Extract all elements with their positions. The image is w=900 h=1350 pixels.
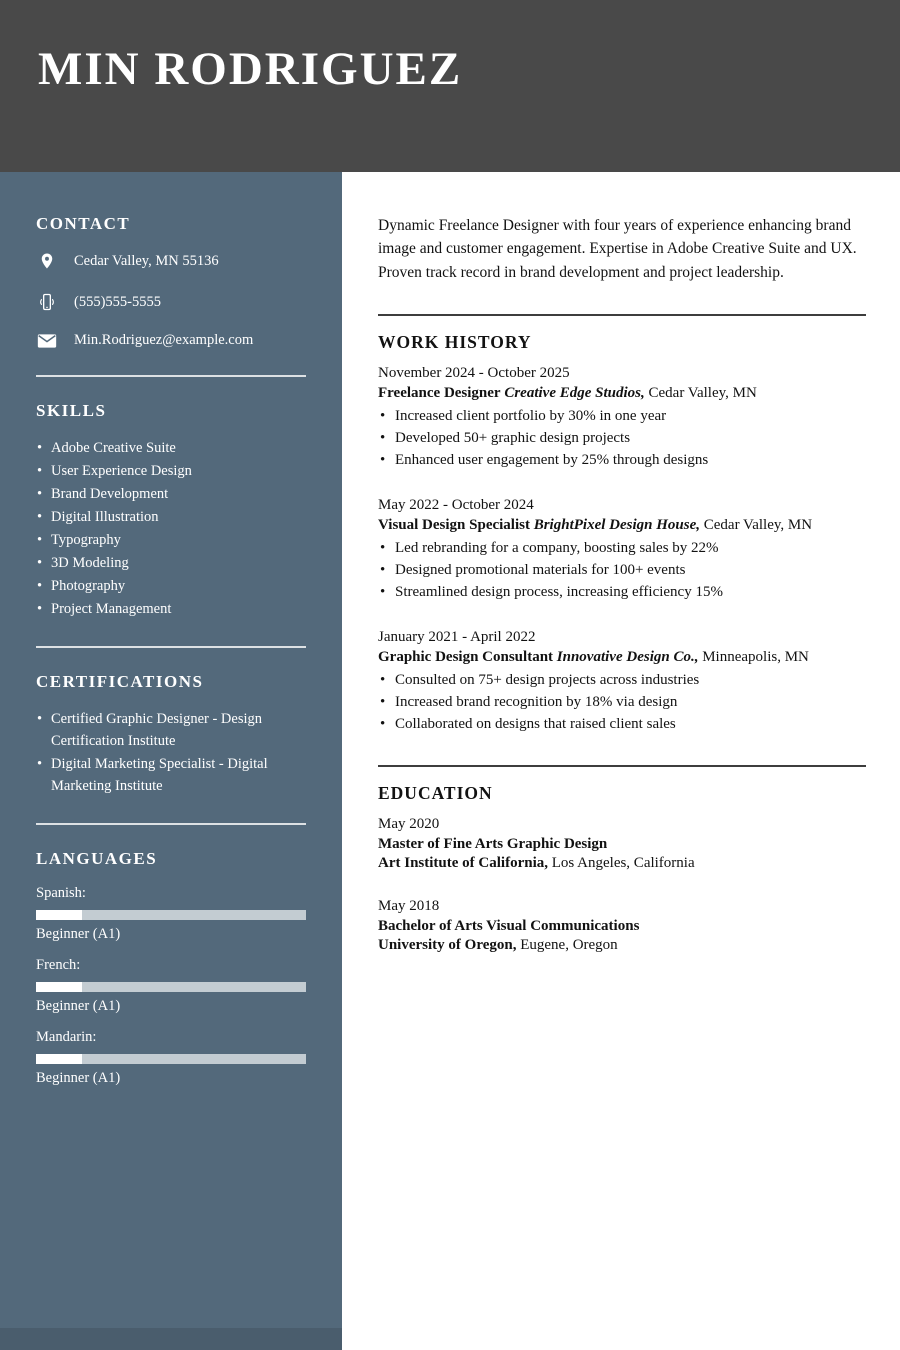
sidebar-divider	[36, 823, 306, 825]
language-item	[36, 885, 306, 943]
sidebar	[0, 172, 342, 1350]
job-bullet: • Consulted on 75+ design projects across industries	[378, 669, 866, 691]
contact-phone-text: (555)555-5555	[74, 293, 161, 310]
job-location: Minneapolis, MN	[702, 648, 809, 665]
job-title-line	[378, 517, 866, 534]
candidate-name: MIN RODRIGUEZ	[38, 43, 463, 95]
sidebar-divider	[36, 375, 306, 377]
skill-item: • Digital Illustration	[36, 506, 306, 528]
map-pin-icon	[36, 250, 58, 272]
language-label: Spanish:	[36, 885, 86, 901]
job-company: Innovative Design Co.,	[556, 648, 699, 665]
skill-item: • Brand Development	[36, 483, 306, 505]
sidebar-footer-band	[0, 1328, 342, 1350]
education-date: May 2020	[378, 815, 440, 832]
language-item	[36, 1029, 306, 1087]
job-company: Creative Edge Studios,	[504, 384, 645, 401]
language-progress-bar	[36, 1054, 306, 1064]
language-progress-bar	[36, 982, 306, 992]
skill-item: • Adobe Creative Suite	[36, 437, 306, 459]
job-bullet: • Enhanced user engagement by 25% through designs	[378, 449, 866, 471]
job-bullet: • Increased client portfolio by 30% in one year	[378, 405, 866, 427]
education-entry	[378, 816, 866, 872]
job-dates: May 2022 - October 2024	[378, 496, 534, 513]
main-column	[342, 172, 900, 1350]
job-bullets	[378, 669, 866, 735]
certification-item: • Digital Marketing Specialist - Digital Marketing Institute	[36, 753, 306, 797]
contact-location-text: Cedar Valley, MN 55136	[74, 252, 219, 269]
language-level: Beginner (A1)	[36, 998, 121, 1014]
language-progress-fill	[36, 1054, 82, 1064]
job-bullet: • Increased brand recognition by 18% via design	[378, 691, 866, 713]
job-entry	[378, 629, 866, 735]
work-history-heading: WORK HISTORY	[378, 331, 532, 352]
language-progress-fill	[36, 910, 82, 920]
contact-location-row	[36, 250, 306, 272]
job-location: Cedar Valley, MN	[703, 516, 813, 533]
skill-item: • User Experience Design	[36, 460, 306, 482]
section-rule	[378, 765, 866, 767]
job-location: Cedar Valley, MN	[648, 384, 757, 401]
skill-item: • Photography	[36, 575, 306, 597]
header-band	[0, 0, 900, 172]
contact-email-row	[36, 332, 306, 349]
skills-list	[36, 437, 306, 620]
education-school-line	[378, 937, 866, 954]
job-dates: January 2021 - April 2022	[378, 628, 536, 645]
education-school: University of Oregon,	[378, 936, 517, 953]
education-location: Eugene, Oregon	[520, 936, 618, 953]
job-title-line	[378, 649, 866, 666]
language-level: Beginner (A1)	[36, 1070, 121, 1086]
skills-heading: SKILLS	[36, 401, 107, 420]
language-level: Beginner (A1)	[36, 926, 121, 942]
language-item	[36, 957, 306, 1015]
certifications-heading: CERTIFICATIONS	[36, 672, 204, 691]
section-rule	[378, 314, 866, 316]
job-bullet: • Streamlined design process, increasing efficiency 15%	[378, 581, 866, 603]
contact-heading: CONTACT	[36, 214, 131, 233]
phone-icon	[36, 292, 58, 312]
certification-item: • Certified Graphic Designer - Design Certification Institute	[36, 708, 306, 752]
email-icon	[36, 333, 58, 349]
job-entry	[378, 365, 866, 471]
job-company: BrightPixel Design House,	[533, 516, 700, 533]
education-date: May 2018	[378, 897, 440, 914]
education-location: Los Angeles, California	[551, 854, 695, 871]
language-progress-bar	[36, 910, 306, 920]
job-entry	[378, 497, 866, 603]
sidebar-divider	[36, 646, 306, 648]
education-degree: Bachelor of Arts Visual Communications	[378, 917, 640, 934]
skill-item: • Project Management	[36, 598, 306, 620]
languages-heading: LANGUAGES	[36, 849, 158, 868]
language-label: Mandarin:	[36, 1029, 97, 1045]
job-dates: November 2024 - October 2025	[378, 364, 570, 381]
job-bullets	[378, 537, 866, 603]
language-progress-fill	[36, 982, 82, 992]
job-title: Freelance Designer	[378, 384, 501, 401]
education-degree: Master of Fine Arts Graphic Design	[378, 835, 608, 852]
skill-item: • 3D Modeling	[36, 552, 306, 574]
contact-phone-row	[36, 292, 306, 312]
job-bullet: • Developed 50+ graphic design projects	[378, 427, 866, 449]
job-bullet: • Collaborated on designs that raised client sales	[378, 713, 866, 735]
job-bullet: • Led rebranding for a company, boosting sales by 22%	[378, 537, 866, 559]
job-title-line	[378, 385, 866, 402]
contact-email-text: Min.Rodriguez@example.com	[74, 332, 254, 348]
job-title: Visual Design Specialist	[378, 516, 530, 533]
education-entry	[378, 898, 866, 954]
professional-summary: Dynamic Freelance Designer with four years of experience enhancing brand image and customer engagement. Expertise in Adobe Creative Suite and UX. Proven track record in brand development and project leadership.	[378, 217, 857, 281]
certifications-list	[36, 708, 306, 797]
job-bullets	[378, 405, 866, 471]
language-label: French:	[36, 957, 81, 973]
education-school: Art Institute of California,	[378, 854, 548, 871]
job-title: Graphic Design Consultant	[378, 648, 554, 665]
skill-item: • Typography	[36, 529, 306, 551]
education-school-line	[378, 855, 866, 872]
education-heading: EDUCATION	[378, 782, 493, 803]
job-bullet: • Designed promotional materials for 100+ events	[378, 559, 866, 581]
